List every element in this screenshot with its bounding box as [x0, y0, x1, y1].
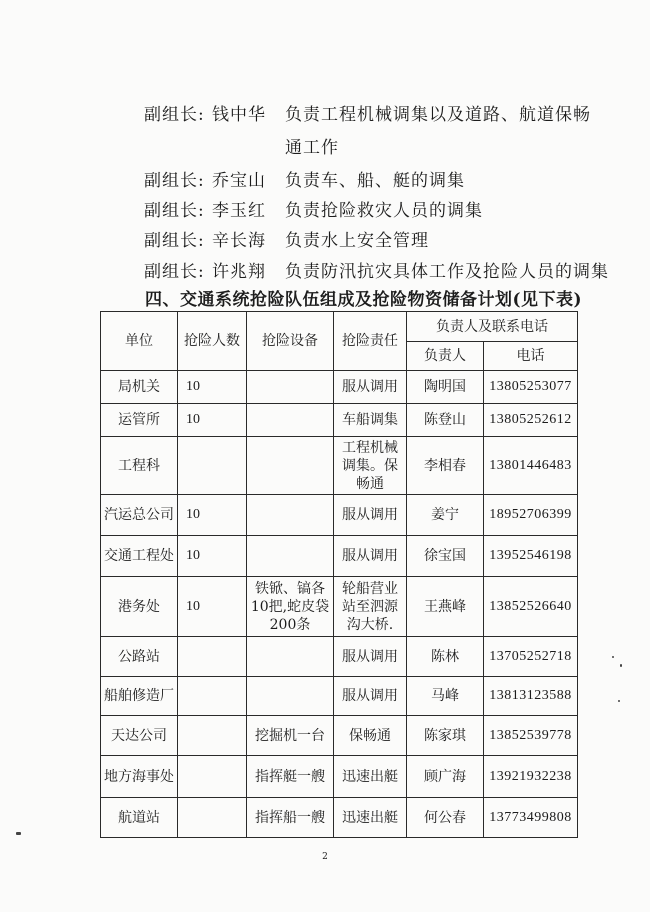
table-row: [101, 677, 578, 716]
cell-equipment: [247, 677, 334, 716]
assignment-role: 副组长:: [144, 262, 205, 282]
cell-phone: 13801446483: [484, 437, 578, 495]
assignment-name: 辛长海: [212, 231, 266, 251]
cell-phone: 13852526640: [484, 577, 578, 637]
table-row: [101, 637, 578, 677]
assignment-line-1-continued: [0, 133, 650, 157]
cell-unit: 航道站: [101, 798, 178, 838]
cell-person: 陈家琪: [407, 716, 484, 756]
cell-equipment: [247, 495, 334, 536]
cell-phone: 13952546198: [484, 536, 578, 577]
cell-phone: 13813123588: [484, 677, 578, 716]
assignment-line-4: [0, 226, 650, 250]
cell-phone: 13773499808: [484, 798, 578, 838]
cell-phone: 13805253077: [484, 371, 578, 404]
scan-speck: [612, 656, 614, 658]
scan-speck: [618, 700, 620, 702]
cell-person: 徐宝国: [407, 536, 484, 577]
table-row: [101, 371, 578, 404]
assignment-role: 副组长:: [144, 105, 205, 125]
cell-person: 顾广海: [407, 756, 484, 798]
cell-person: 陈林: [407, 637, 484, 677]
cell-duty: 迅速出艇: [334, 756, 407, 798]
cell-person: 马峰: [407, 677, 484, 716]
section-heading: 四、交通系统抢险队伍组成及抢险物资储备计划(见下表): [145, 290, 583, 310]
cell-unit: 工程科: [101, 437, 178, 495]
cell-count: [178, 637, 247, 677]
header-contact-group: 负责人及联系电话: [407, 312, 578, 342]
table-row: [101, 404, 578, 437]
scan-speck: [16, 832, 21, 835]
cell-person: 李相春: [407, 437, 484, 495]
assignment-role: 副组长:: [144, 231, 205, 251]
cell-duty: 迅速出艇: [334, 798, 407, 838]
cell-person: 王燕峰: [407, 577, 484, 637]
assignment-duty: 负责防汛抗灾具体工作及抢险人员的调集: [285, 262, 609, 282]
table-row: [101, 798, 578, 838]
cell-count: [178, 677, 247, 716]
cell-unit: 港务处: [101, 577, 178, 637]
cell-duty: 工程机械调集。保畅通: [334, 437, 407, 495]
cell-unit: 交通工程处: [101, 536, 178, 577]
table-row: [101, 437, 578, 495]
cell-phone: 13852539778: [484, 716, 578, 756]
header-duty: 抢险责任: [334, 312, 407, 371]
header-unit: 单位: [101, 312, 178, 371]
assignment-role: 副组长:: [144, 171, 205, 191]
assignment-name: 乔宝山: [212, 171, 266, 191]
cell-count: 10: [178, 495, 247, 536]
cell-phone: 13705252718: [484, 637, 578, 677]
table-row: [101, 495, 578, 536]
cell-person: 陈登山: [407, 404, 484, 437]
cell-unit: 汽运总公司: [101, 495, 178, 536]
page-number: 2: [322, 852, 328, 862]
cell-duty: 保畅通: [334, 716, 407, 756]
assignment-duty: 负责抢险救灾人员的调集: [285, 201, 483, 221]
cell-unit: 天达公司: [101, 716, 178, 756]
cell-equipment: 铁锨、镐各10把,蛇皮袋200条: [247, 577, 334, 637]
cell-unit: 运管所: [101, 404, 178, 437]
cell-count: [178, 798, 247, 838]
assignment-line-5: [0, 257, 650, 281]
cell-unit: 局机关: [101, 371, 178, 404]
cell-unit: 船舶修造厂: [101, 677, 178, 716]
cell-equipment: 挖掘机一台: [247, 716, 334, 756]
assignment-line-3: [0, 196, 650, 220]
cell-count: 10: [178, 404, 247, 437]
table-header-row: [101, 312, 578, 342]
cell-equipment: [247, 371, 334, 404]
assignment-duty-continued: 通工作: [285, 138, 339, 158]
header-phone: 电话: [484, 342, 578, 371]
assignment-duty: 负责水上安全管理: [285, 231, 429, 251]
cell-duty: 轮船营业站至泗源沟大桥.: [334, 577, 407, 637]
cell-equipment: [247, 404, 334, 437]
rescue-plan-table: [100, 311, 578, 838]
table-row: [101, 577, 578, 637]
cell-count: [178, 756, 247, 798]
assignment-duty: 负责车、船、艇的调集: [285, 171, 465, 191]
table-row: [101, 716, 578, 756]
cell-unit: 地方海事处: [101, 756, 178, 798]
cell-equipment: 指挥艇一艘: [247, 756, 334, 798]
cell-duty: 车船调集: [334, 404, 407, 437]
header-person: 负责人: [407, 342, 484, 371]
cell-count: [178, 437, 247, 495]
assignment-role: 副组长:: [144, 201, 205, 221]
cell-duty: 服从调用: [334, 637, 407, 677]
cell-count: 10: [178, 536, 247, 577]
table-row: [101, 756, 578, 798]
cell-equipment: [247, 437, 334, 495]
assignment-name: 李玉红: [212, 201, 266, 221]
assignment-duty: 负责工程机械调集以及道路、航道保畅: [285, 105, 591, 125]
cell-unit: 公路站: [101, 637, 178, 677]
cell-count: 10: [178, 371, 247, 404]
cell-person: 何公春: [407, 798, 484, 838]
cell-equipment: 指挥船一艘: [247, 798, 334, 838]
cell-duty: 服从调用: [334, 371, 407, 404]
cell-count: 10: [178, 577, 247, 637]
scan-speck: [620, 664, 622, 667]
cell-phone: 13921932238: [484, 756, 578, 798]
cell-count: [178, 716, 247, 756]
cell-duty: 服从调用: [334, 495, 407, 536]
cell-phone: 13805252612: [484, 404, 578, 437]
cell-equipment: [247, 637, 334, 677]
cell-duty: 服从调用: [334, 677, 407, 716]
assignment-line-1: [0, 100, 650, 124]
table-row: [101, 536, 578, 577]
cell-person: 姜宁: [407, 495, 484, 536]
assignment-name: 钱中华: [212, 105, 266, 125]
cell-equipment: [247, 536, 334, 577]
cell-person: 陶明国: [407, 371, 484, 404]
cell-duty: 服从调用: [334, 536, 407, 577]
assignment-name: 许兆翔: [212, 262, 266, 282]
assignment-line-2: [0, 166, 650, 190]
header-equipment: 抢险设备: [247, 312, 334, 371]
cell-phone: 18952706399: [484, 495, 578, 536]
header-count: 抢险人数: [178, 312, 247, 371]
